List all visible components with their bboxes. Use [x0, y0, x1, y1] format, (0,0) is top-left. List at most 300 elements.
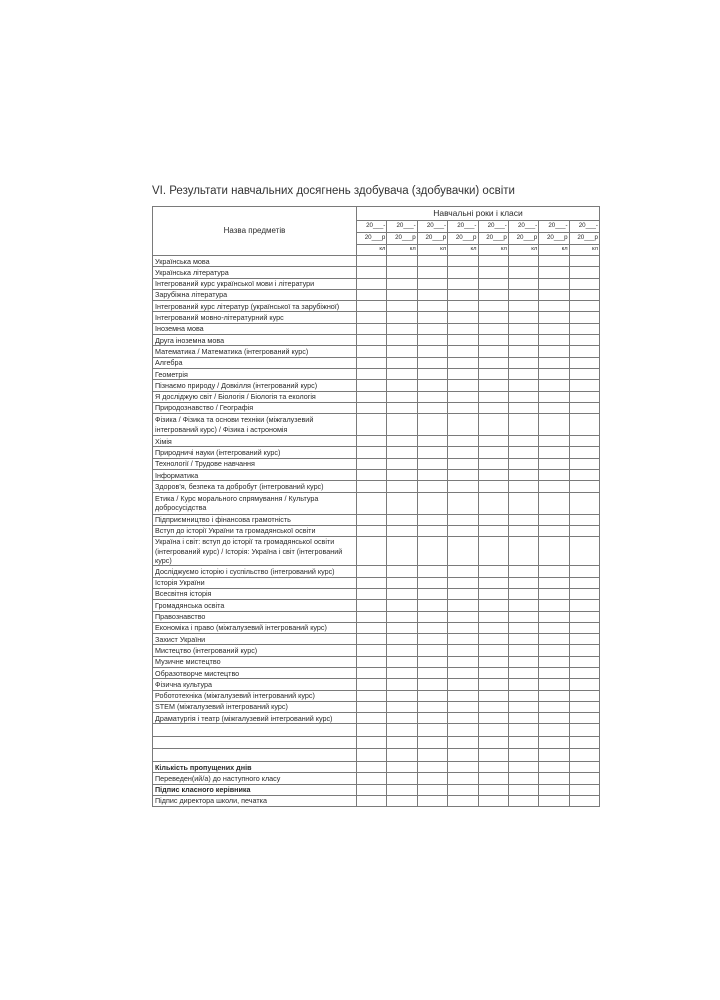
grade-cell[interactable] — [448, 525, 478, 536]
grade-cell[interactable] — [478, 380, 508, 391]
grade-cell[interactable] — [539, 492, 569, 514]
grade-cell[interactable] — [357, 267, 387, 278]
grade-cell[interactable] — [357, 679, 387, 690]
grade-cell[interactable] — [478, 312, 508, 323]
grade-cell[interactable] — [539, 289, 569, 300]
grade-cell[interactable] — [508, 701, 538, 712]
grade-cell[interactable] — [448, 690, 478, 701]
grade-cell[interactable] — [569, 795, 599, 806]
grade-cell[interactable] — [569, 312, 599, 323]
grade-cell[interactable] — [387, 701, 417, 712]
grade-cell[interactable] — [569, 380, 599, 391]
grade-cell[interactable] — [569, 622, 599, 633]
grade-cell[interactable] — [357, 312, 387, 323]
grade-cell[interactable] — [357, 323, 387, 334]
grade-cell[interactable] — [417, 447, 447, 458]
grade-cell[interactable] — [478, 795, 508, 806]
grade-cell[interactable] — [539, 566, 569, 577]
grade-cell[interactable] — [569, 724, 599, 737]
grade-cell[interactable] — [448, 656, 478, 667]
grade-cell[interactable] — [478, 368, 508, 379]
grade-cell[interactable] — [508, 335, 538, 346]
grade-cell[interactable] — [357, 713, 387, 724]
grade-cell[interactable] — [508, 289, 538, 300]
grade-cell[interactable] — [569, 391, 599, 402]
grade-cell[interactable] — [417, 600, 447, 611]
grade-cell[interactable] — [387, 634, 417, 645]
grade-cell[interactable] — [478, 634, 508, 645]
grade-cell[interactable] — [417, 525, 447, 536]
grade-cell[interactable] — [417, 323, 447, 334]
grade-cell[interactable] — [539, 312, 569, 323]
grade-cell[interactable] — [448, 761, 478, 772]
grade-cell[interactable] — [569, 492, 599, 514]
grade-cell[interactable] — [539, 514, 569, 525]
grade-cell[interactable] — [387, 600, 417, 611]
grade-cell[interactable] — [448, 267, 478, 278]
grade-cell[interactable] — [417, 773, 447, 784]
grade-cell[interactable] — [539, 736, 569, 749]
grade-cell[interactable] — [387, 679, 417, 690]
grade-cell[interactable] — [417, 795, 447, 806]
grade-cell[interactable] — [387, 514, 417, 525]
grade-cell[interactable] — [478, 656, 508, 667]
grade-cell[interactable] — [478, 323, 508, 334]
grade-cell[interactable] — [417, 761, 447, 772]
grade-cell[interactable] — [569, 346, 599, 357]
grade-cell[interactable] — [569, 736, 599, 749]
grade-cell[interactable] — [539, 749, 569, 762]
grade-cell[interactable] — [387, 656, 417, 667]
grade-cell[interactable] — [539, 600, 569, 611]
grade-cell[interactable] — [357, 414, 387, 436]
grade-cell[interactable] — [387, 761, 417, 772]
grade-cell[interactable] — [417, 645, 447, 656]
grade-cell[interactable] — [569, 278, 599, 289]
grade-cell[interactable] — [448, 402, 478, 413]
grade-cell[interactable] — [508, 577, 538, 588]
grade-cell[interactable] — [417, 402, 447, 413]
grade-cell[interactable] — [357, 492, 387, 514]
grade-cell[interactable] — [569, 470, 599, 481]
grade-cell[interactable] — [508, 267, 538, 278]
grade-cell[interactable] — [387, 414, 417, 436]
grade-cell[interactable] — [357, 470, 387, 481]
grade-cell[interactable] — [508, 525, 538, 536]
grade-cell[interactable] — [357, 773, 387, 784]
grade-cell[interactable] — [569, 335, 599, 346]
grade-cell[interactable] — [417, 301, 447, 312]
grade-cell[interactable] — [539, 537, 569, 566]
grade-cell[interactable] — [539, 402, 569, 413]
grade-cell[interactable] — [448, 391, 478, 402]
grade-cell[interactable] — [357, 391, 387, 402]
grade-cell[interactable] — [357, 749, 387, 762]
grade-cell[interactable] — [539, 690, 569, 701]
grade-cell[interactable] — [539, 525, 569, 536]
grade-cell[interactable] — [478, 301, 508, 312]
grade-cell[interactable] — [448, 346, 478, 357]
grade-cell[interactable] — [448, 667, 478, 678]
grade-cell[interactable] — [508, 634, 538, 645]
grade-cell[interactable] — [569, 679, 599, 690]
grade-cell[interactable] — [387, 667, 417, 678]
grade-cell[interactable] — [387, 335, 417, 346]
grade-cell[interactable] — [508, 447, 538, 458]
grade-cell[interactable] — [357, 380, 387, 391]
grade-cell[interactable] — [357, 588, 387, 599]
grade-cell[interactable] — [539, 481, 569, 492]
grade-cell[interactable] — [417, 256, 447, 267]
grade-cell[interactable] — [448, 335, 478, 346]
grade-cell[interactable] — [448, 724, 478, 737]
grade-cell[interactable] — [387, 713, 417, 724]
grade-cell[interactable] — [508, 436, 538, 447]
grade-cell[interactable] — [478, 690, 508, 701]
grade-cell[interactable] — [417, 701, 447, 712]
grade-cell[interactable] — [448, 622, 478, 633]
grade-cell[interactable] — [539, 470, 569, 481]
grade-cell[interactable] — [508, 458, 538, 469]
grade-cell[interactable] — [478, 611, 508, 622]
grade-cell[interactable] — [508, 323, 538, 334]
grade-cell[interactable] — [478, 391, 508, 402]
grade-cell[interactable] — [539, 256, 569, 267]
grade-cell[interactable] — [417, 749, 447, 762]
grade-cell[interactable] — [539, 724, 569, 737]
grade-cell[interactable] — [569, 481, 599, 492]
grade-cell[interactable] — [569, 634, 599, 645]
grade-cell[interactable] — [508, 470, 538, 481]
grade-cell[interactable] — [387, 566, 417, 577]
grade-cell[interactable] — [417, 634, 447, 645]
grade-cell[interactable] — [448, 470, 478, 481]
grade-cell[interactable] — [508, 713, 538, 724]
grade-cell[interactable] — [539, 335, 569, 346]
grade-cell[interactable] — [417, 514, 447, 525]
grade-cell[interactable] — [508, 278, 538, 289]
grade-cell[interactable] — [417, 667, 447, 678]
grade-cell[interactable] — [478, 761, 508, 772]
grade-cell[interactable] — [569, 588, 599, 599]
grade-cell[interactable] — [569, 256, 599, 267]
grade-cell[interactable] — [357, 514, 387, 525]
grade-cell[interactable] — [478, 346, 508, 357]
grade-cell[interactable] — [357, 301, 387, 312]
grade-cell[interactable] — [508, 537, 538, 566]
grade-cell[interactable] — [357, 784, 387, 795]
grade-cell[interactable] — [478, 667, 508, 678]
grade-cell[interactable] — [357, 690, 387, 701]
grade-cell[interactable] — [387, 436, 417, 447]
grade-cell[interactable] — [448, 600, 478, 611]
grade-cell[interactable] — [387, 323, 417, 334]
grade-cell[interactable] — [539, 611, 569, 622]
grade-cell[interactable] — [569, 368, 599, 379]
grade-cell[interactable] — [478, 436, 508, 447]
grade-cell[interactable] — [357, 278, 387, 289]
grade-cell[interactable] — [569, 645, 599, 656]
grade-cell[interactable] — [357, 458, 387, 469]
grade-cell[interactable] — [448, 481, 478, 492]
grade-cell[interactable] — [448, 312, 478, 323]
grade-cell[interactable] — [387, 749, 417, 762]
grade-cell[interactable] — [357, 645, 387, 656]
grade-cell[interactable] — [387, 346, 417, 357]
grade-cell[interactable] — [508, 357, 538, 368]
grade-cell[interactable] — [387, 402, 417, 413]
grade-cell[interactable] — [539, 323, 569, 334]
grade-cell[interactable] — [569, 537, 599, 566]
grade-cell[interactable] — [387, 301, 417, 312]
grade-cell[interactable] — [357, 701, 387, 712]
grade-cell[interactable] — [508, 368, 538, 379]
grade-cell[interactable] — [417, 537, 447, 566]
grade-cell[interactable] — [387, 312, 417, 323]
grade-cell[interactable] — [448, 736, 478, 749]
grade-cell[interactable] — [357, 346, 387, 357]
grade-cell[interactable] — [387, 784, 417, 795]
grade-cell[interactable] — [478, 458, 508, 469]
grade-cell[interactable] — [539, 795, 569, 806]
grade-cell[interactable] — [417, 357, 447, 368]
grade-cell[interactable] — [569, 701, 599, 712]
grade-cell[interactable] — [357, 289, 387, 300]
grade-cell[interactable] — [448, 634, 478, 645]
grade-cell[interactable] — [357, 795, 387, 806]
grade-cell[interactable] — [508, 622, 538, 633]
grade-cell[interactable] — [448, 611, 478, 622]
grade-cell[interactable] — [357, 357, 387, 368]
grade-cell[interactable] — [478, 278, 508, 289]
grade-cell[interactable] — [539, 713, 569, 724]
grade-cell[interactable] — [539, 634, 569, 645]
grade-cell[interactable] — [539, 588, 569, 599]
grade-cell[interactable] — [417, 368, 447, 379]
grade-cell[interactable] — [478, 525, 508, 536]
grade-cell[interactable] — [508, 391, 538, 402]
grade-cell[interactable] — [478, 600, 508, 611]
grade-cell[interactable] — [387, 525, 417, 536]
grade-cell[interactable] — [539, 447, 569, 458]
grade-cell[interactable] — [478, 470, 508, 481]
grade-cell[interactable] — [387, 492, 417, 514]
grade-cell[interactable] — [478, 679, 508, 690]
grade-cell[interactable] — [387, 736, 417, 749]
grade-cell[interactable] — [357, 447, 387, 458]
grade-cell[interactable] — [387, 645, 417, 656]
grade-cell[interactable] — [417, 724, 447, 737]
grade-cell[interactable] — [387, 588, 417, 599]
grade-cell[interactable] — [539, 761, 569, 772]
grade-cell[interactable] — [417, 312, 447, 323]
grade-cell[interactable] — [478, 402, 508, 413]
grade-cell[interactable] — [508, 795, 538, 806]
grade-cell[interactable] — [357, 256, 387, 267]
grade-cell[interactable] — [448, 795, 478, 806]
grade-cell[interactable] — [478, 492, 508, 514]
grade-cell[interactable] — [417, 690, 447, 701]
grade-cell[interactable] — [448, 301, 478, 312]
grade-cell[interactable] — [478, 622, 508, 633]
grade-cell[interactable] — [357, 335, 387, 346]
grade-cell[interactable] — [539, 667, 569, 678]
grade-cell[interactable] — [417, 611, 447, 622]
grade-cell[interactable] — [539, 368, 569, 379]
grade-cell[interactable] — [387, 724, 417, 737]
grade-cell[interactable] — [539, 645, 569, 656]
grade-cell[interactable] — [478, 481, 508, 492]
grade-cell[interactable] — [417, 481, 447, 492]
grade-cell[interactable] — [539, 278, 569, 289]
grade-cell[interactable] — [448, 447, 478, 458]
grade-cell[interactable] — [569, 323, 599, 334]
grade-cell[interactable] — [387, 470, 417, 481]
grade-cell[interactable] — [478, 267, 508, 278]
grade-cell[interactable] — [387, 357, 417, 368]
grade-cell[interactable] — [539, 380, 569, 391]
grade-cell[interactable] — [448, 414, 478, 436]
grade-cell[interactable] — [478, 773, 508, 784]
grade-cell[interactable] — [448, 256, 478, 267]
grade-cell[interactable] — [539, 301, 569, 312]
grade-cell[interactable] — [569, 514, 599, 525]
grade-cell[interactable] — [448, 537, 478, 566]
grade-cell[interactable] — [387, 391, 417, 402]
grade-cell[interactable] — [357, 537, 387, 566]
grade-cell[interactable] — [508, 761, 538, 772]
grade-cell[interactable] — [478, 514, 508, 525]
grade-cell[interactable] — [417, 588, 447, 599]
grade-cell[interactable] — [357, 436, 387, 447]
grade-cell[interactable] — [569, 414, 599, 436]
grade-cell[interactable] — [478, 447, 508, 458]
grade-cell[interactable] — [417, 492, 447, 514]
grade-cell[interactable] — [478, 588, 508, 599]
grade-cell[interactable] — [569, 600, 599, 611]
grade-cell[interactable] — [417, 622, 447, 633]
grade-cell[interactable] — [508, 301, 538, 312]
grade-cell[interactable] — [508, 566, 538, 577]
grade-cell[interactable] — [508, 492, 538, 514]
grade-cell[interactable] — [357, 761, 387, 772]
grade-cell[interactable] — [357, 402, 387, 413]
grade-cell[interactable] — [417, 380, 447, 391]
grade-cell[interactable] — [569, 301, 599, 312]
grade-cell[interactable] — [508, 414, 538, 436]
grade-cell[interactable] — [417, 656, 447, 667]
grade-cell[interactable] — [539, 346, 569, 357]
grade-cell[interactable] — [387, 690, 417, 701]
grade-cell[interactable] — [387, 481, 417, 492]
grade-cell[interactable] — [569, 289, 599, 300]
grade-cell[interactable] — [478, 713, 508, 724]
grade-cell[interactable] — [508, 749, 538, 762]
grade-cell[interactable] — [387, 256, 417, 267]
grade-cell[interactable] — [387, 289, 417, 300]
grade-cell[interactable] — [478, 724, 508, 737]
grade-cell[interactable] — [569, 436, 599, 447]
grade-cell[interactable] — [539, 436, 569, 447]
grade-cell[interactable] — [508, 481, 538, 492]
grade-cell[interactable] — [357, 577, 387, 588]
grade-cell[interactable] — [508, 645, 538, 656]
grade-cell[interactable] — [508, 600, 538, 611]
grade-cell[interactable] — [539, 701, 569, 712]
grade-cell[interactable] — [448, 645, 478, 656]
grade-cell[interactable] — [478, 357, 508, 368]
grade-cell[interactable] — [539, 577, 569, 588]
grade-cell[interactable] — [387, 458, 417, 469]
grade-cell[interactable] — [569, 656, 599, 667]
grade-cell[interactable] — [448, 492, 478, 514]
grade-cell[interactable] — [508, 667, 538, 678]
grade-cell[interactable] — [448, 749, 478, 762]
grade-cell[interactable] — [569, 357, 599, 368]
grade-cell[interactable] — [478, 289, 508, 300]
grade-cell[interactable] — [478, 749, 508, 762]
grade-cell[interactable] — [417, 458, 447, 469]
grade-cell[interactable] — [508, 773, 538, 784]
grade-cell[interactable] — [508, 346, 538, 357]
grade-cell[interactable] — [357, 656, 387, 667]
grade-cell[interactable] — [357, 622, 387, 633]
grade-cell[interactable] — [508, 690, 538, 701]
grade-cell[interactable] — [417, 414, 447, 436]
grade-cell[interactable] — [508, 402, 538, 413]
grade-cell[interactable] — [387, 447, 417, 458]
grade-cell[interactable] — [448, 588, 478, 599]
grade-cell[interactable] — [357, 525, 387, 536]
grade-cell[interactable] — [357, 600, 387, 611]
grade-cell[interactable] — [478, 784, 508, 795]
grade-cell[interactable] — [417, 470, 447, 481]
grade-cell[interactable] — [387, 267, 417, 278]
grade-cell[interactable] — [508, 312, 538, 323]
grade-cell[interactable] — [478, 736, 508, 749]
grade-cell[interactable] — [448, 368, 478, 379]
grade-cell[interactable] — [539, 414, 569, 436]
grade-cell[interactable] — [508, 256, 538, 267]
grade-cell[interactable] — [417, 784, 447, 795]
grade-cell[interactable] — [357, 724, 387, 737]
grade-cell[interactable] — [508, 611, 538, 622]
grade-cell[interactable] — [508, 736, 538, 749]
grade-cell[interactable] — [448, 458, 478, 469]
grade-cell[interactable] — [539, 458, 569, 469]
grade-cell[interactable] — [448, 577, 478, 588]
grade-cell[interactable] — [569, 713, 599, 724]
grade-cell[interactable] — [478, 335, 508, 346]
grade-cell[interactable] — [448, 436, 478, 447]
grade-cell[interactable] — [448, 278, 478, 289]
grade-cell[interactable] — [569, 667, 599, 678]
grade-cell[interactable] — [448, 773, 478, 784]
grade-cell[interactable] — [387, 537, 417, 566]
grade-cell[interactable] — [417, 346, 447, 357]
grade-cell[interactable] — [357, 736, 387, 749]
grade-cell[interactable] — [569, 458, 599, 469]
grade-cell[interactable] — [387, 380, 417, 391]
grade-cell[interactable] — [478, 701, 508, 712]
grade-cell[interactable] — [569, 267, 599, 278]
grade-cell[interactable] — [569, 690, 599, 701]
grade-cell[interactable] — [569, 402, 599, 413]
grade-cell[interactable] — [448, 357, 478, 368]
grade-cell[interactable] — [539, 267, 569, 278]
grade-cell[interactable] — [417, 577, 447, 588]
grade-cell[interactable] — [508, 679, 538, 690]
